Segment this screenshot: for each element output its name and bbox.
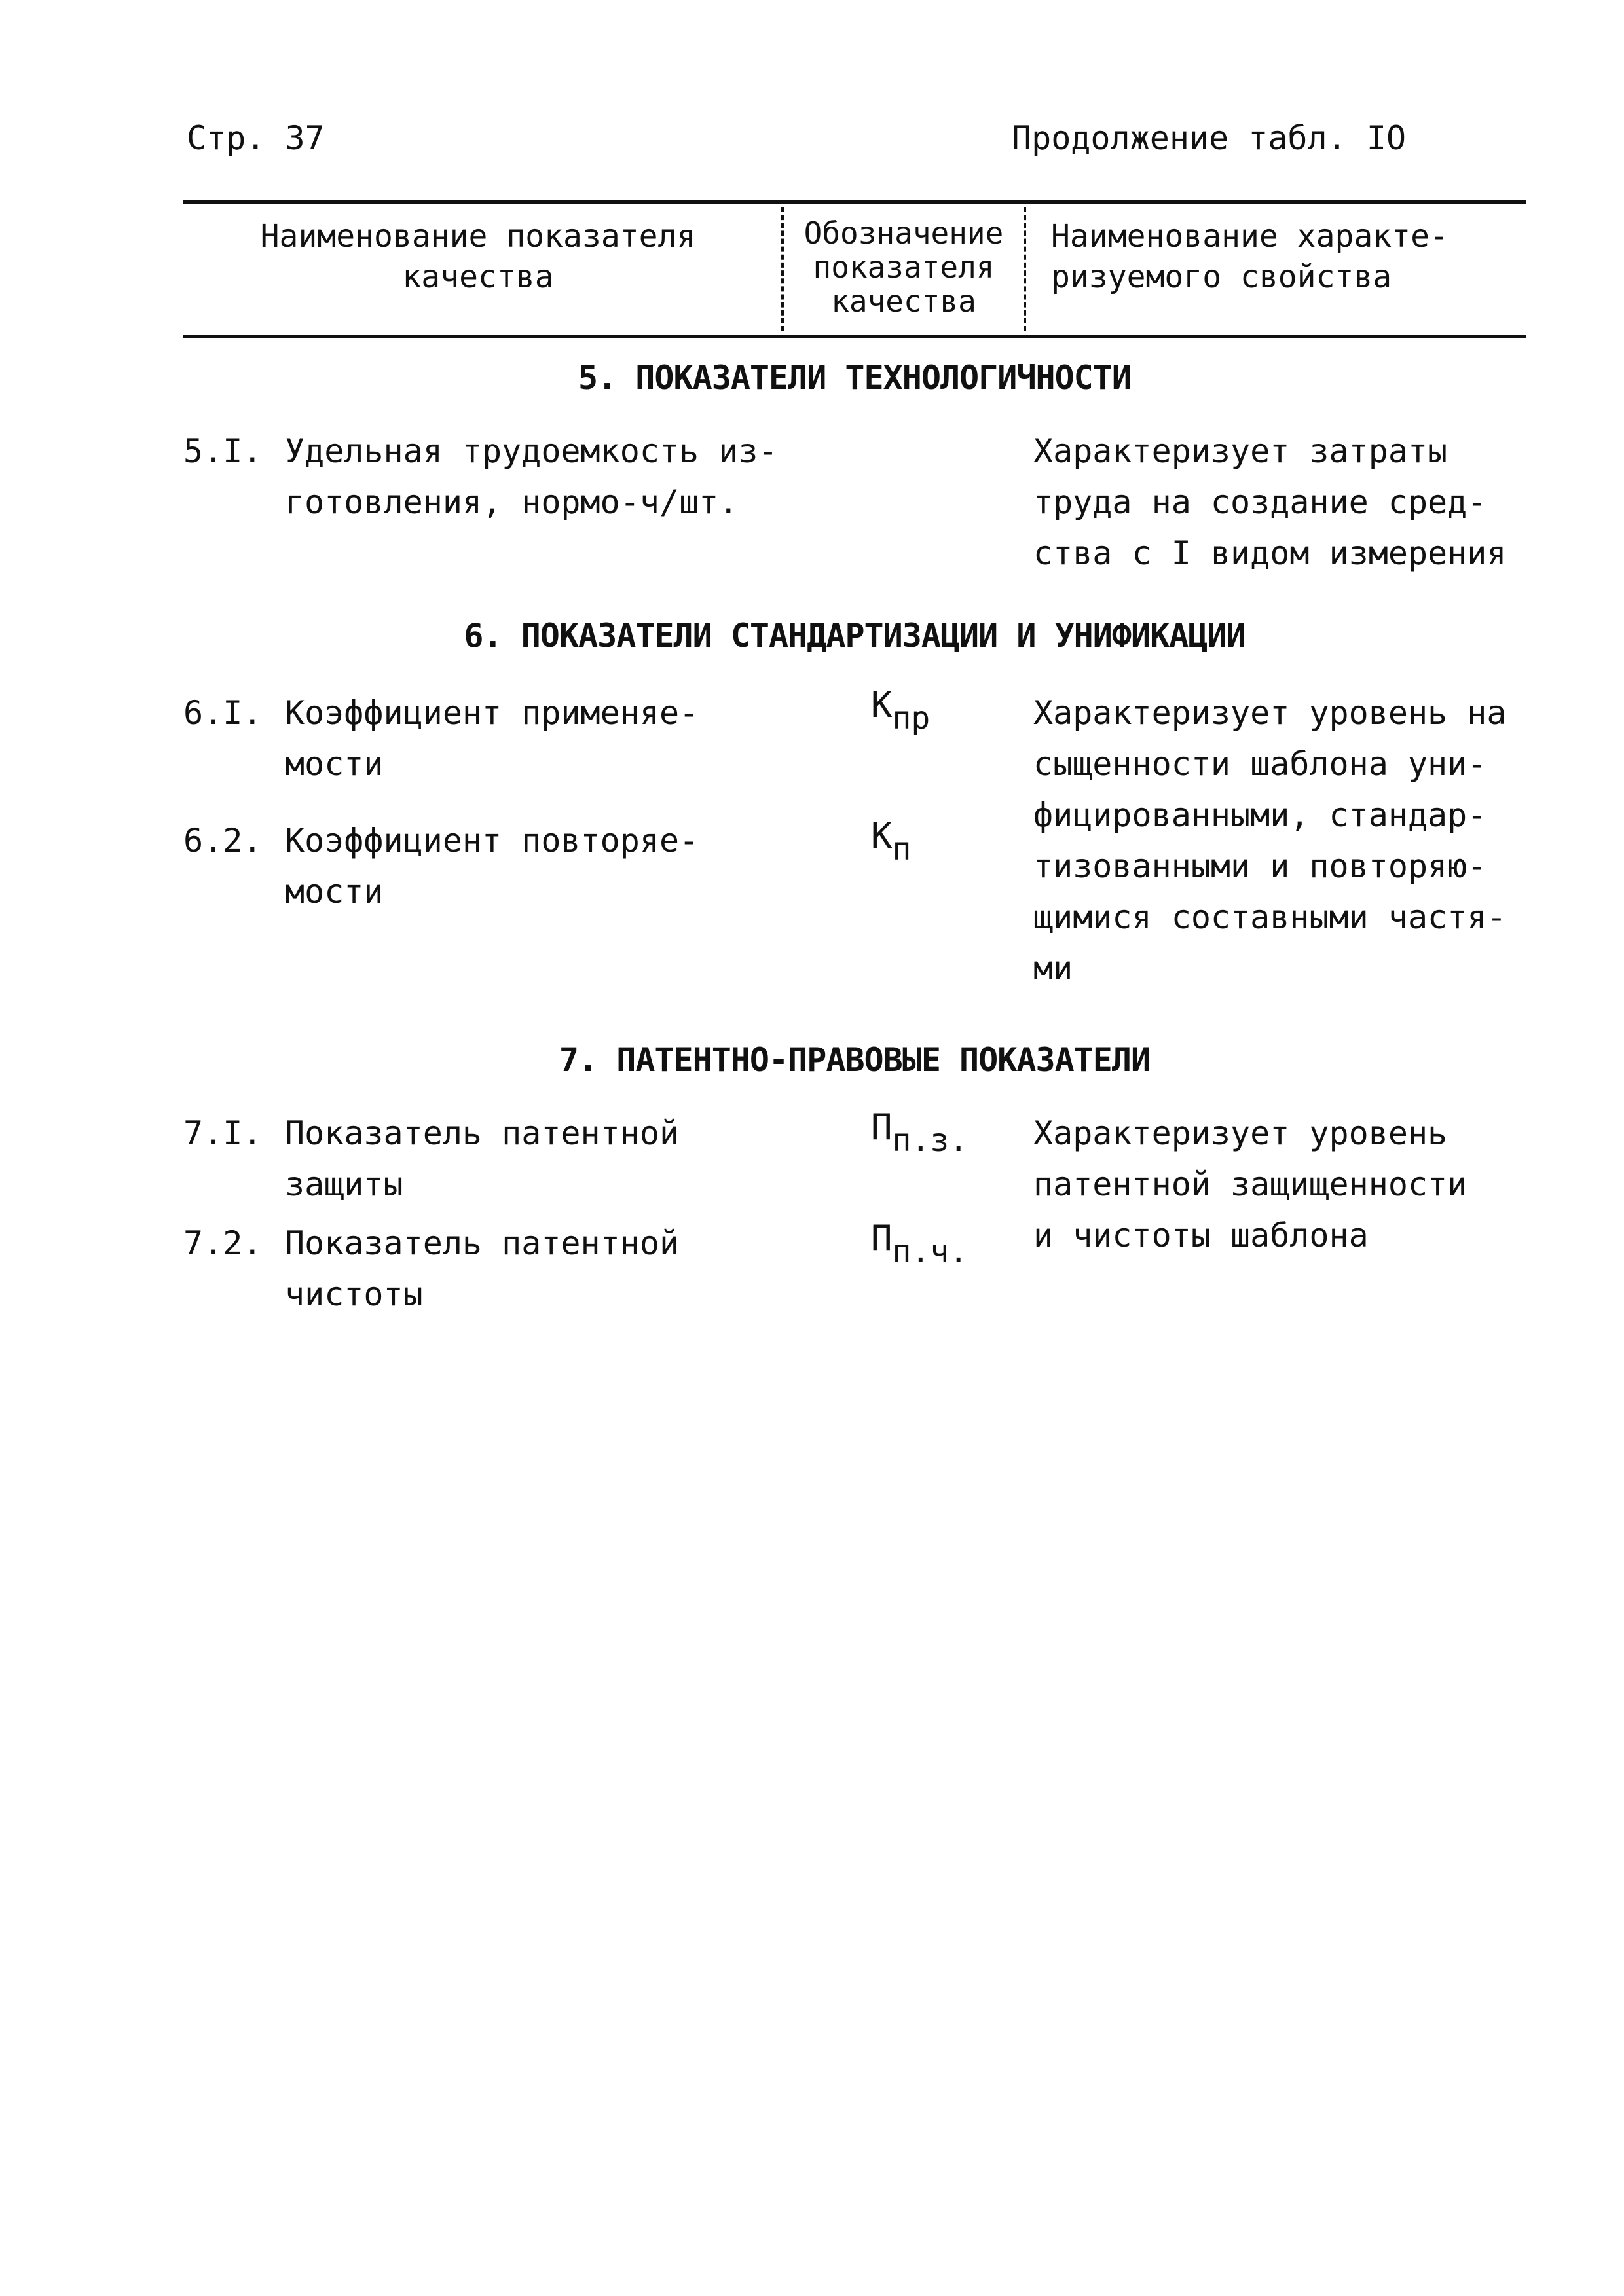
row-symbol [871, 1218, 969, 1270]
row-name [285, 1108, 679, 1210]
symbol-subscript: п [892, 831, 912, 867]
row-name [285, 815, 699, 917]
row-name [285, 687, 699, 790]
section-title: 7. ПАТЕНТНО-ПРАВОВЫЕ ПОКАЗАТЕЛИ [559, 1041, 1151, 1079]
description-line: щимися составными частя- [1033, 898, 1507, 936]
symbol-subscript: п.з. [892, 1122, 969, 1159]
header-col-name-line: качества [402, 259, 554, 295]
row-number: 6.2. [183, 822, 263, 860]
header-col-property-line: Наименование характе- [1051, 218, 1449, 255]
description-line: тизованными и повторяю- [1033, 847, 1487, 885]
row-number: 5.I. [183, 432, 263, 470]
row-name-line: Показатель патентной [285, 1114, 680, 1152]
row-symbol [871, 684, 931, 737]
header-bottom-rule [183, 335, 1526, 338]
row-number: 7.2. [183, 1224, 263, 1262]
header-col-property-line: ризуемого свойства [1051, 259, 1392, 295]
page-number: Стр. 37 [187, 119, 325, 157]
description-line: патентной защищенности [1033, 1165, 1467, 1203]
row-name [285, 1218, 679, 1320]
description-line: Характеризует уровень [1033, 1114, 1448, 1152]
symbol-base: П [871, 1106, 893, 1148]
row-name-line: Коэффициент повторяе- [285, 822, 699, 860]
row-description [1033, 426, 1506, 579]
description-line: ства с I видом измерения [1033, 534, 1507, 572]
header-col-symbol [786, 216, 1022, 318]
header-separator [781, 207, 784, 331]
row-description [1033, 687, 1506, 994]
description-line: сыщенности шаблона уни- [1033, 745, 1487, 783]
row-name-line: мости [285, 873, 384, 911]
row-symbol [871, 1106, 969, 1159]
row-number: 6.I. [183, 694, 263, 732]
row-name-line: чистоты [285, 1275, 423, 1313]
header-col-name [216, 216, 740, 297]
row-name [285, 426, 778, 528]
description-line: и чистоты шаблона [1033, 1216, 1369, 1254]
row-name-line: Показатель патентной [285, 1224, 680, 1262]
header-separator [1024, 207, 1026, 331]
header-col-name-line: Наименование показателя [260, 218, 696, 255]
symbol-subscript: пр [892, 700, 931, 737]
row-name-line: мости [285, 745, 384, 783]
description-line: труда на создание сред- [1033, 483, 1487, 521]
symbol-base: К [871, 684, 893, 725]
row-symbol [871, 815, 912, 867]
section-title: 6. ПОКАЗАТЕЛИ СТАНДАРТИЗАЦИИ И УНИФИКАЦИИ [464, 617, 1246, 655]
header-col-symbol-line: показателя [813, 249, 995, 285]
description-line: Характеризует затраты [1033, 432, 1448, 470]
header-top-rule [183, 200, 1526, 204]
symbol-base: П [871, 1218, 893, 1259]
symbol-base: К [871, 815, 893, 856]
description-line: фицированными, стандар- [1033, 796, 1487, 834]
header-col-property [1051, 216, 1522, 297]
description-line: Характеризует уровень на [1033, 694, 1507, 732]
symbol-subscript: п.ч. [892, 1233, 969, 1270]
description-line: ми [1033, 949, 1073, 987]
header-col-symbol-line: качества [831, 283, 976, 319]
row-name-line: Удельная трудоемкость из- [285, 432, 778, 470]
row-description [1033, 1108, 1467, 1261]
row-name-line: готовления, нормо-ч/шт. [285, 483, 739, 521]
row-name-line: защиты [285, 1165, 403, 1203]
header-col-symbol-line: Обозначение [803, 215, 1004, 251]
row-number: 7.I. [183, 1114, 263, 1152]
row-name-line: Коэффициент применяе- [285, 694, 699, 732]
section-title: 5. ПОКАЗАТЕЛИ ТЕХНОЛОГИЧНОСТИ [578, 359, 1131, 397]
table-continuation-label: Продолжение табл. IO [1012, 119, 1407, 157]
